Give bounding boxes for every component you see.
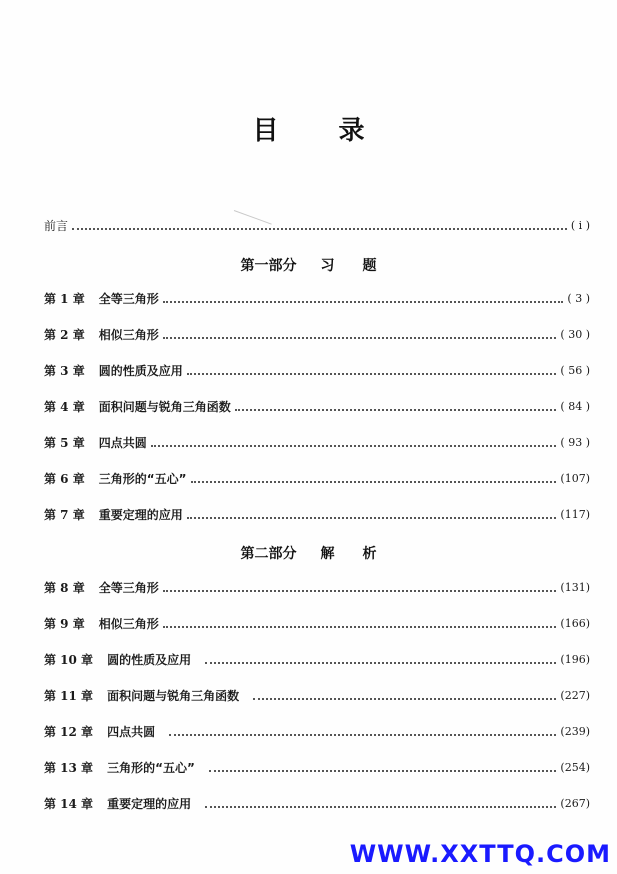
chapter-title: 圆的性质及应用 — [107, 653, 192, 667]
toc-page-number: ( 30 ) — [560, 328, 590, 341]
toc-page-number: (267) — [560, 797, 590, 810]
dot-leader — [163, 578, 557, 598]
chapter-title: 圆的性质及应用 — [98, 364, 183, 378]
toc-preface-label: 前言 — [44, 219, 69, 233]
dot-leader — [151, 433, 557, 453]
toc-page-number: (227) — [560, 689, 590, 702]
part-label: 第二部分 — [240, 546, 297, 562]
toc-page-number: ( 56 ) — [560, 364, 590, 377]
chapter-number: 第 10 章 — [44, 653, 94, 667]
toc-page-number: ( ⅰ ) — [570, 219, 590, 232]
part-word-2: 析 — [362, 546, 377, 562]
toc-page-number: ( 3 ) — [567, 292, 590, 305]
chapter-title: 重要定理的应用 — [98, 508, 183, 522]
chapter-number: 第 6 章 — [44, 472, 85, 486]
chapter-number: 第 12 章 — [44, 725, 94, 739]
toc-entry[interactable] — [44, 289, 590, 309]
dot-leader — [72, 216, 567, 236]
chapter-title: 三角形的“五心” — [98, 472, 187, 486]
toc-page-number: (107) — [560, 472, 590, 485]
chapter-number: 第 3 章 — [44, 364, 85, 378]
dot-leader — [187, 361, 557, 381]
toc-entry[interactable] — [44, 325, 590, 345]
dot-leader — [187, 505, 557, 525]
dot-leader — [253, 686, 556, 706]
chapter-number: 第 2 章 — [44, 328, 85, 342]
toc-page-number: (117) — [560, 508, 590, 521]
toc-page-number: (239) — [560, 725, 590, 738]
toc-entry[interactable] — [44, 758, 590, 778]
dot-leader — [169, 722, 556, 742]
chapter-number: 第 5 章 — [44, 436, 85, 450]
toc-entry[interactable] — [44, 433, 590, 453]
dot-leader — [205, 794, 556, 814]
chapter-title: 四点共圆 — [98, 436, 147, 450]
chapter-title: 四点共圆 — [107, 725, 156, 739]
chapter-number: 第 1 章 — [44, 292, 85, 306]
chapter-title: 面积问题与锐角三角函数 — [98, 400, 231, 414]
dot-leader — [209, 758, 557, 778]
chapter-number: 第 14 章 — [44, 797, 94, 811]
toc-entry[interactable] — [44, 794, 590, 814]
chapter-title: 相似三角形 — [98, 617, 159, 631]
chapter-title: 面积问题与锐角三角函数 — [107, 689, 240, 703]
dot-leader — [191, 469, 557, 489]
part-label: 第一部分 — [240, 258, 297, 274]
part-word-1: 习 — [320, 258, 335, 274]
toc-page-number: ( 84 ) — [560, 400, 590, 413]
dot-leader — [205, 650, 556, 670]
toc-entry-preface[interactable] — [44, 216, 590, 236]
toc-page-number: ( 93 ) — [560, 436, 590, 449]
toc-page-number: (196) — [560, 653, 590, 666]
part-word-1: 解 — [320, 546, 335, 562]
page-title — [0, 110, 617, 147]
dot-leader — [163, 614, 557, 634]
title-char-1: 目 — [252, 116, 279, 146]
toc-page-number: (131) — [560, 581, 590, 594]
dot-leader — [235, 397, 557, 417]
chapter-number: 第 7 章 — [44, 508, 85, 522]
toc-page-number: (166) — [560, 617, 590, 630]
toc-entry[interactable] — [44, 686, 590, 706]
toc-entry[interactable] — [44, 505, 590, 525]
chapter-number: 第 11 章 — [44, 689, 94, 703]
title-char-2: 录 — [338, 116, 365, 146]
toc-entry[interactable] — [44, 614, 590, 634]
toc-entry[interactable] — [44, 722, 590, 742]
chapter-number: 第 13 章 — [44, 761, 94, 775]
chapter-title: 三角形的“五心” — [107, 761, 195, 775]
toc-entry[interactable] — [44, 469, 590, 489]
toc-entry[interactable] — [44, 397, 590, 417]
part-word-2: 题 — [362, 258, 377, 274]
toc-entry[interactable] — [44, 650, 590, 670]
chapter-number: 第 8 章 — [44, 581, 85, 595]
chapter-title: 重要定理的应用 — [107, 797, 192, 811]
toc-page-number: (254) — [560, 761, 590, 774]
part-heading-2 — [0, 543, 617, 563]
part-heading-1 — [0, 255, 617, 275]
chapter-number: 第 4 章 — [44, 400, 85, 414]
toc-entry[interactable] — [44, 578, 590, 598]
chapter-number: 第 9 章 — [44, 617, 85, 631]
dot-leader — [163, 325, 557, 345]
chapter-title: 全等三角形 — [98, 292, 159, 306]
chapter-title: 相似三角形 — [98, 328, 159, 342]
dot-leader — [163, 289, 564, 309]
toc-entry[interactable] — [44, 361, 590, 381]
chapter-title: 全等三角形 — [98, 581, 159, 595]
site-watermark: WWW.XXTTQ.COM — [349, 840, 611, 868]
